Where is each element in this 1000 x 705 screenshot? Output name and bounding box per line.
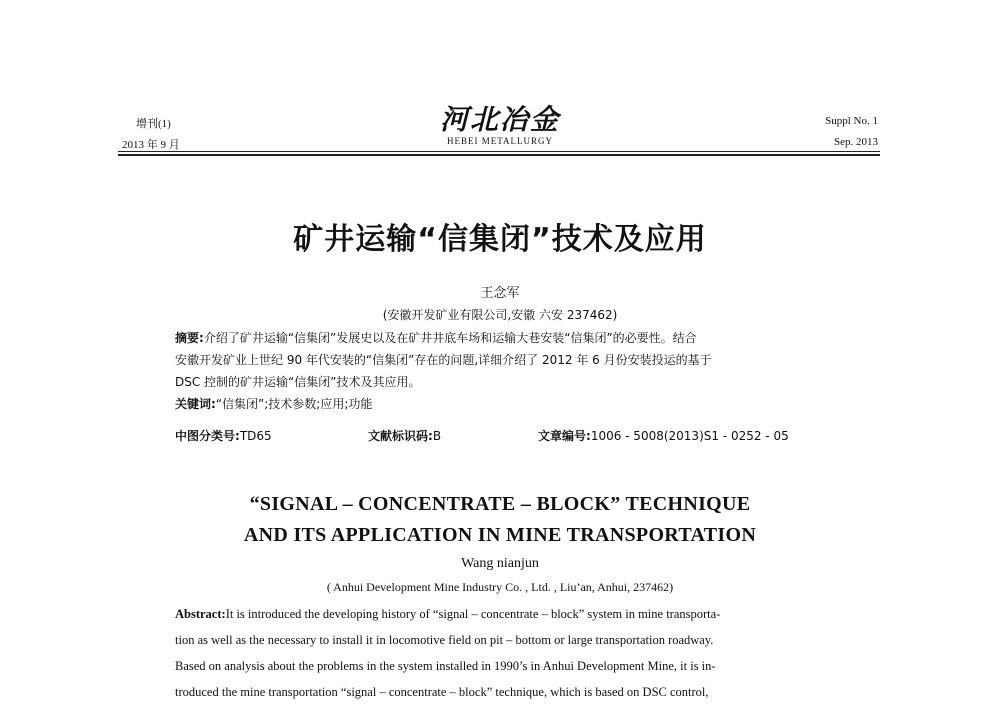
abstract-label-cn: 摘要: [175, 331, 204, 345]
abstract-en-line1: It is introduced the developing history of “signal – concentrate – block” system in mine transporta- [225, 607, 721, 621]
abstract-cn-line1: 介绍了矿井运输“信集闭”发展史以及在矿井井底车场和运输大巷安装“信集闭”的必要性。结合 [203, 331, 697, 345]
author-en: Wang nianjun [461, 556, 539, 571]
issue-label-en: Suppl No. 1 [825, 115, 878, 127]
journal-name-en: HEBEI METALLURGY [446, 136, 554, 146]
article-label: 文章编号: [538, 429, 591, 443]
date-label-cn: 2013 年 9 月 [122, 139, 180, 151]
abstract-label-en: Abstract: [175, 607, 226, 621]
abstract-en [175, 601, 835, 705]
abstract-en-line2: tion as well as the necessary to install it in locomotive field on pit – bottom or large transportation roadway. [175, 633, 714, 647]
abstract-cn-line3: DSC 控制的矿井运输“信集闭”技术及其应用。 [175, 375, 421, 389]
doc-value: B [432, 429, 442, 443]
header-rule-thick [118, 154, 880, 156]
article-title-cn: 矿井运输“信集闭”技术及应用 [293, 222, 707, 257]
journal-masthead [420, 104, 580, 146]
article-title-en-line2: AND ITS APPLICATION IN MINE TRANSPORTATION [243, 524, 757, 546]
journal-name-cn: 河北冶金 [439, 103, 560, 136]
issue-label-cn: 增刊(1) [136, 118, 171, 130]
doc-label: 文献标识码: [368, 429, 433, 443]
affiliation-en: ( Anhui Development Mine Industry Co. , Ltd. , Liu’an, Anhui, 237462) [326, 580, 674, 594]
header-rule-thin [118, 151, 880, 152]
article-value: 1006 - 5008(2013)S1 - 0252 - 05 [590, 429, 789, 443]
date-label-en: Sep. 2013 [834, 136, 878, 148]
affiliation-cn: (安徽开发矿业有限公司,安徽 六安 237462) [382, 308, 618, 322]
article-title-en-line1: “SIGNAL – CONCENTRATE – BLOCK” TECHNIQUE [249, 493, 751, 515]
abstract-cn [175, 327, 835, 415]
keywords-cn: “信集闭”;技术参数;应用;功能 [215, 397, 373, 411]
abstract-cn-line2: 安徽开发矿业上世纪 90 年代安装的“信集闭”存在的问题,详细介绍了 2012 年 6 月份安装投运的基于 [175, 353, 712, 367]
clc-value: TD65 [239, 429, 272, 443]
abstract-en-line4: troduced the mine transportation “signal – concentrate – block” technique, which is based on DSC control, [175, 685, 709, 699]
doc-code [368, 425, 441, 447]
abstract-en-line3: Based on analysis about the problems in the system installed in 1990’s in Anhui Development Mine, it is in- [175, 659, 716, 673]
clc-code [175, 425, 272, 447]
author-cn: 王念军 [480, 286, 520, 301]
keywords-label-cn: 关键词: [175, 397, 216, 411]
clc-label: 中图分类号: [175, 429, 240, 443]
article-number [538, 425, 789, 447]
